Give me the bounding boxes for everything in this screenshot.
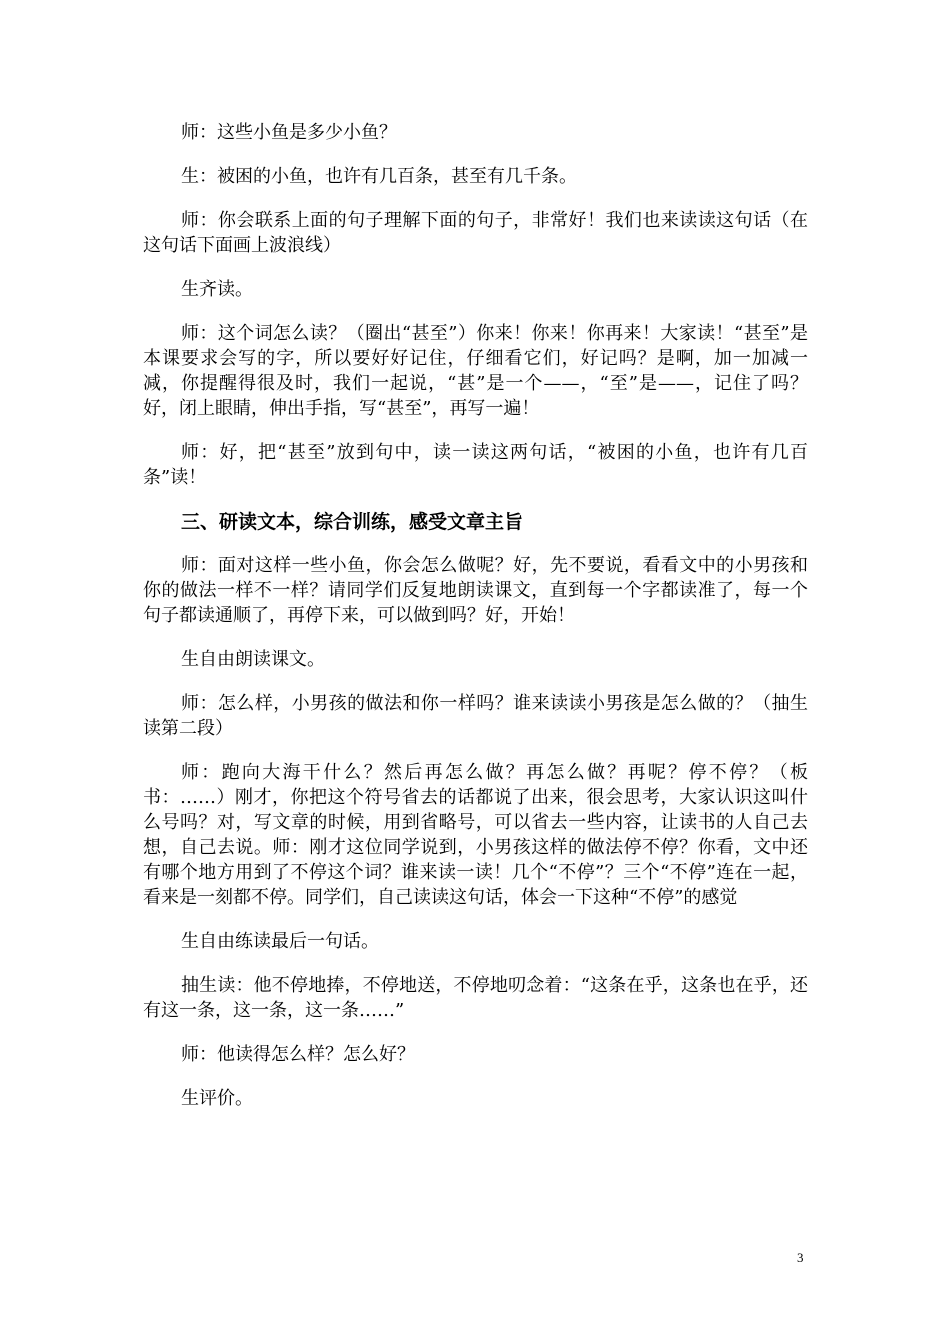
paragraph: 师：好，把“甚至”放到句中，读一读这两句话，“被困的小鱼，也许有几百条”读！	[143, 442, 808, 488]
paragraph: 生：被困的小鱼，也许有几百条，甚至有几千条。	[181, 166, 577, 187]
paragraph: 师：他读得怎么样？怎么好？	[181, 1044, 415, 1065]
paragraph: 生评价。	[181, 1088, 253, 1109]
paragraph: 师：跑向大海干什么？然后再怎么做？再怎么做？再呢？停不停？（板书：……）刚才，你把这个符号省去的话都说了出来，很会思考，大家认识这叫什么号吗？对，写文章的时候，用到省略号，可以省去一些内容，让读书的人自己去想，自己去说。师：刚才这位同学说到，小男孩这样的做法停不停？你看，文中还有哪个地方用到了不停这个词？谁来读一读！几个“不停”？三个“不停”连在一起，看来是一刻都不停。同学们，自己读读这句话，体会一下这种“不停”的感觉	[143, 762, 808, 908]
paragraph: 抽生读：他不停地捧，不停地送，不停地叨念着：“这条在乎，这条也在乎，还有这一条，这一条，这一条……”	[143, 975, 808, 1021]
paragraph: 生齐读。	[181, 279, 253, 300]
document-body	[143, 120, 808, 1130]
paragraph: 生自由朗读课文。	[181, 649, 325, 670]
section-heading: 三、研读文本，综合训练，感受文章主旨	[181, 511, 524, 533]
paragraph: 师：你会联系上面的句子理解下面的句子，非常好！我们也来读读这句话（在这句话下面画上波浪线）	[143, 210, 808, 256]
page-number: 3	[797, 1250, 804, 1265]
paragraph: 生自由练读最后一句话。	[181, 931, 379, 952]
paragraph: 师：怎么样，小男孩的做法和你一样吗？谁来读读小男孩是怎么做的？（抽生读第二段）	[143, 693, 808, 739]
paragraph: 师：面对这样一些小鱼，你会怎么做呢？好，先不要说，看看文中的小男孩和你的做法一样不一样？请同学们反复地朗读课文，直到每一个字都读准了，每一个句子都读通顺了，再停下来，可以做到吗？好，开始！	[143, 555, 808, 626]
paragraph: 师：这个词怎么读？（圈出“甚至”）你来！你来！你再来！大家读！“甚至”是本课要求会写的字，所以要好好记住，仔细看它们，好记吗？是啊，加一加减一减，你提醒得很及时，我们一起说，“甚”是一个——，“至”是——，记住了吗？好，闭上眼睛，伸出手指，写“甚至”，再写一遍！	[143, 323, 808, 419]
paragraph: 师：这些小鱼是多少小鱼？	[181, 122, 397, 143]
